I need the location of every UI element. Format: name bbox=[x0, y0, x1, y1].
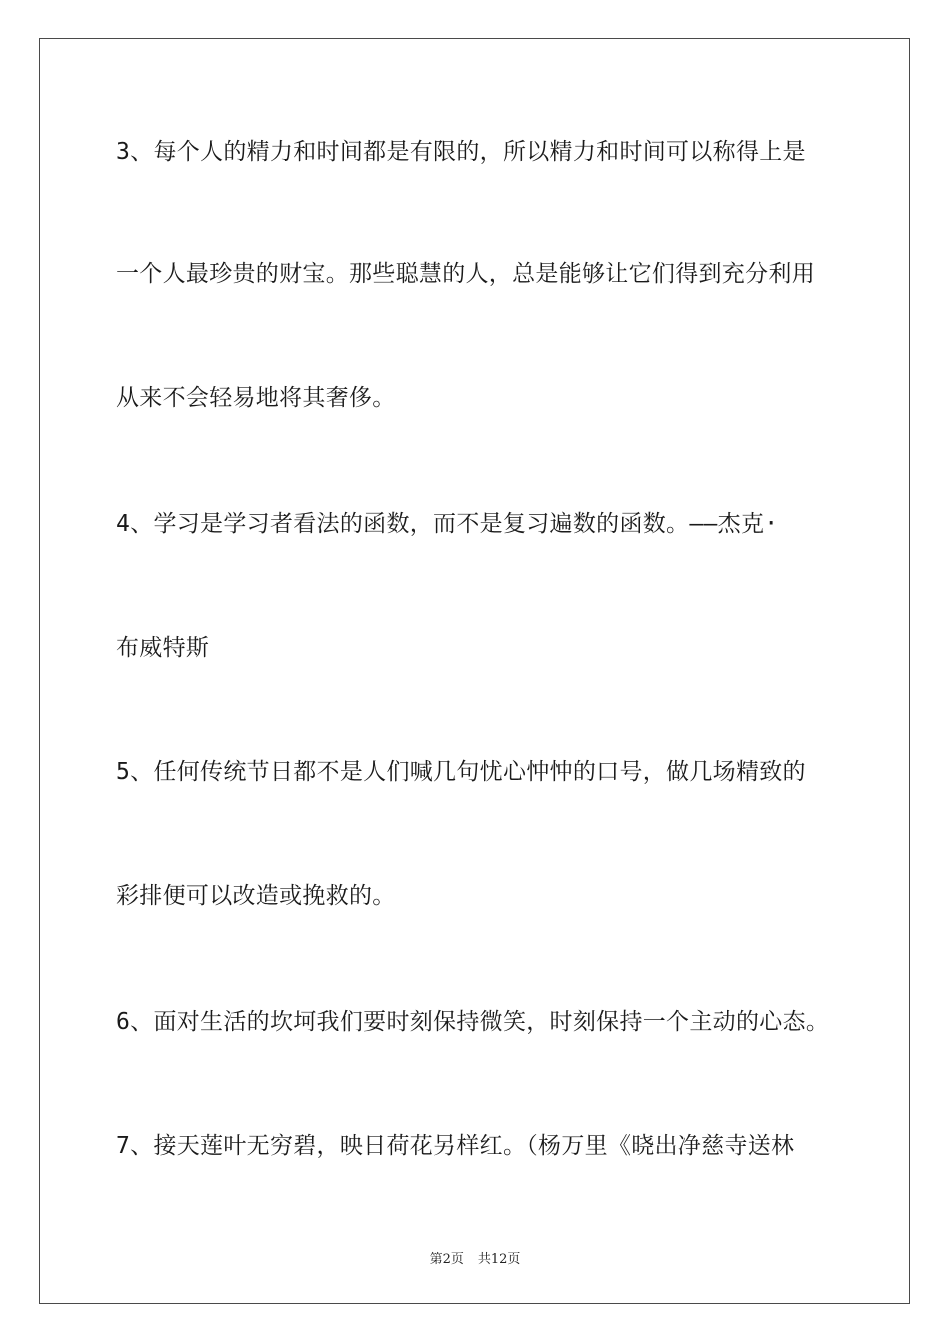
page-footer bbox=[0, 1248, 950, 1267]
text-line: 4、学习是学习者看法的函数，而不是复习遍数的函数。——杰克· bbox=[116, 511, 779, 537]
text-line: 彩排便可以改造或挽救的。 bbox=[116, 883, 396, 909]
text-line: 一个人最珍贵的财宝。那些聪慧的人，总是能够让它们得到充分利用 bbox=[116, 261, 815, 287]
text-line: 从来不会轻易地将其奢侈。 bbox=[116, 385, 396, 411]
text-line: 6、面对生活的坎坷我们要时刻保持微笑，时刻保持一个主动的心态。 bbox=[116, 1009, 830, 1035]
text-line: 布威特斯 bbox=[116, 635, 210, 661]
page-frame bbox=[39, 38, 910, 1304]
page-number: 第2页 bbox=[429, 1252, 464, 1267]
text-line: 5、任何传统节日都不是人们喊几句忧心忡忡的口号，做几场精致的 bbox=[116, 759, 806, 785]
text-line: 3、每个人的精力和时间都是有限的，所以精力和时间可以称得上是 bbox=[116, 139, 806, 165]
text-line: 7、接天莲叶无穷碧，映日荷花另样红。（杨万里《晓出净慈寺送林 bbox=[116, 1133, 795, 1159]
page-total: 共12页 bbox=[477, 1252, 521, 1267]
